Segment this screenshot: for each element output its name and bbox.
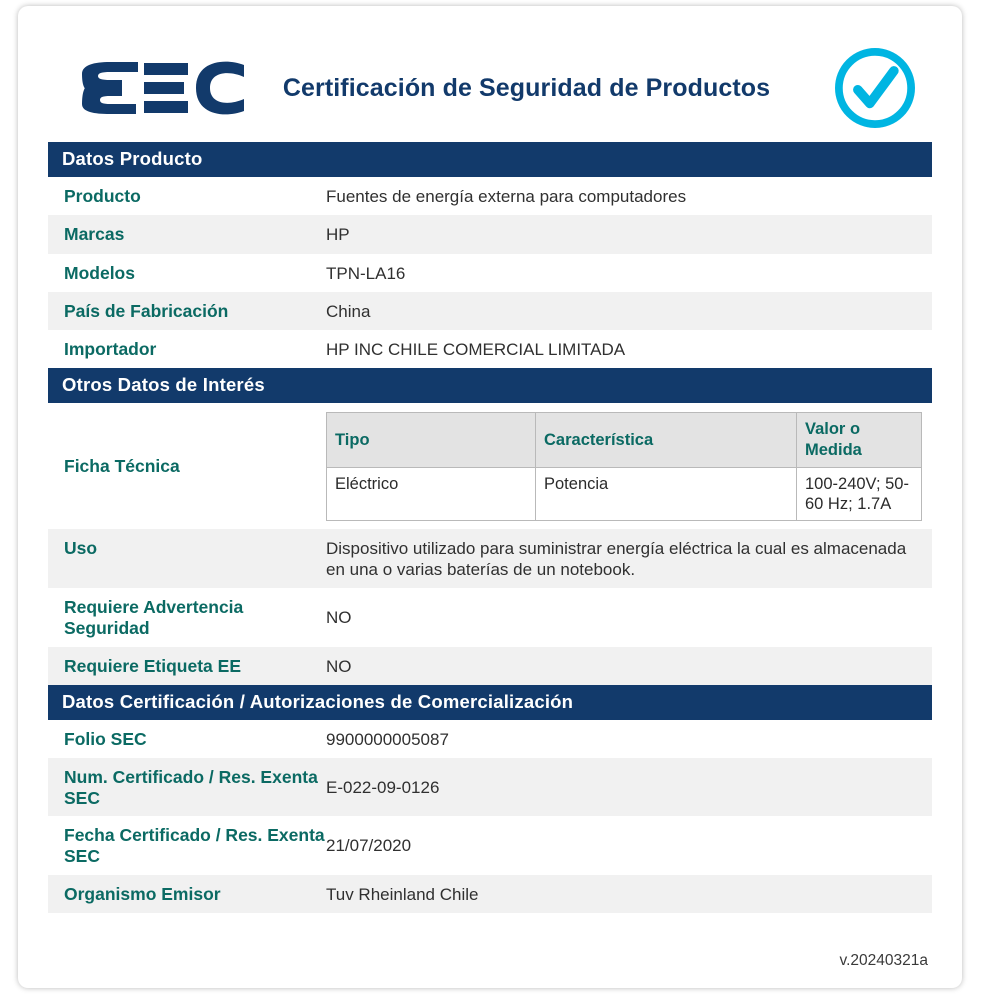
technical-sheet-table	[326, 412, 922, 521]
column-header-caracteristica: Característica	[536, 413, 797, 467]
row-value: TPN-LA16	[326, 263, 406, 283]
row-value: NO	[326, 608, 352, 628]
certificate-header	[48, 34, 932, 142]
cell-caracteristica: Potencia	[536, 467, 797, 520]
table-row	[48, 403, 932, 529]
check-circle-icon	[832, 45, 918, 131]
row-label: Ficha Técnica	[64, 456, 180, 477]
row-value: China	[326, 292, 932, 330]
table-row	[48, 720, 932, 758]
row-label: Marcas	[48, 215, 326, 253]
table-row	[48, 875, 932, 913]
section-header-certification: Datos Certificación / Autorizaciones de Comercialización	[48, 685, 932, 720]
row-label: Requiere Advertencia Seguridad	[64, 597, 244, 638]
product-data-table	[48, 177, 932, 368]
version-label: v.20240321a	[839, 952, 928, 969]
table-row	[48, 215, 932, 253]
row-value: 21/07/2020	[326, 836, 412, 856]
page-title: Certificación de Seguridad de Productos	[282, 73, 771, 102]
row-label: Folio SEC	[64, 728, 147, 749]
table-row	[48, 816, 932, 874]
section-header-product: Datos Producto	[48, 142, 932, 177]
row-label: País de Fabricación	[48, 292, 326, 330]
table-row	[48, 647, 932, 685]
row-value: Dispositivo utilizado para suministrar energía eléctrica la cual es almacenada en una o varias baterías de un notebook.	[326, 529, 932, 589]
section-header-other: Otros Datos de Interés	[48, 368, 932, 403]
column-header-valor: Valor o Medida	[797, 413, 922, 467]
row-label: Importador	[64, 339, 157, 359]
row-value: Fuentes de energía externa para computadores	[326, 187, 687, 206]
row-label: Requiere Etiqueta EE	[48, 647, 326, 685]
table-row	[327, 467, 922, 520]
sec-logo-icon	[76, 60, 251, 116]
certificate-card	[18, 6, 962, 988]
table-row	[48, 588, 932, 646]
row-label: Producto	[64, 186, 141, 206]
table-row	[48, 292, 932, 330]
row-label: Organismo Emisor	[48, 875, 326, 913]
table-row	[48, 529, 932, 589]
cell-tipo: Eléctrico	[327, 467, 536, 520]
table-row	[48, 254, 932, 292]
row-label: Uso	[48, 529, 326, 589]
row-value: Tuv Rheinland Chile	[326, 875, 932, 913]
row-value: NO	[326, 647, 932, 685]
row-label: Modelos	[64, 262, 135, 283]
row-label: Num. Certificado / Res. Exenta SEC	[48, 758, 326, 816]
row-value: E-022-09-0126	[326, 758, 932, 816]
row-value: 9900000005087	[326, 729, 449, 749]
technical-sheet-cell	[326, 403, 932, 529]
column-header-tipo: Tipo	[327, 413, 536, 467]
table-row	[48, 330, 932, 368]
row-value: HP	[326, 215, 932, 253]
certificate-content	[48, 34, 932, 978]
cell-valor: 100-240V; 50-60 Hz; 1.7A	[797, 467, 922, 520]
certification-data-table	[48, 720, 932, 913]
table-header-row	[327, 413, 922, 467]
row-value: HP INC CHILE COMERCIAL LIMITADA	[326, 340, 626, 359]
table-row	[48, 758, 932, 816]
other-data-table	[48, 403, 932, 685]
table-row	[48, 177, 932, 215]
row-label: Fecha Certificado / Res. Exenta SEC	[64, 825, 325, 866]
